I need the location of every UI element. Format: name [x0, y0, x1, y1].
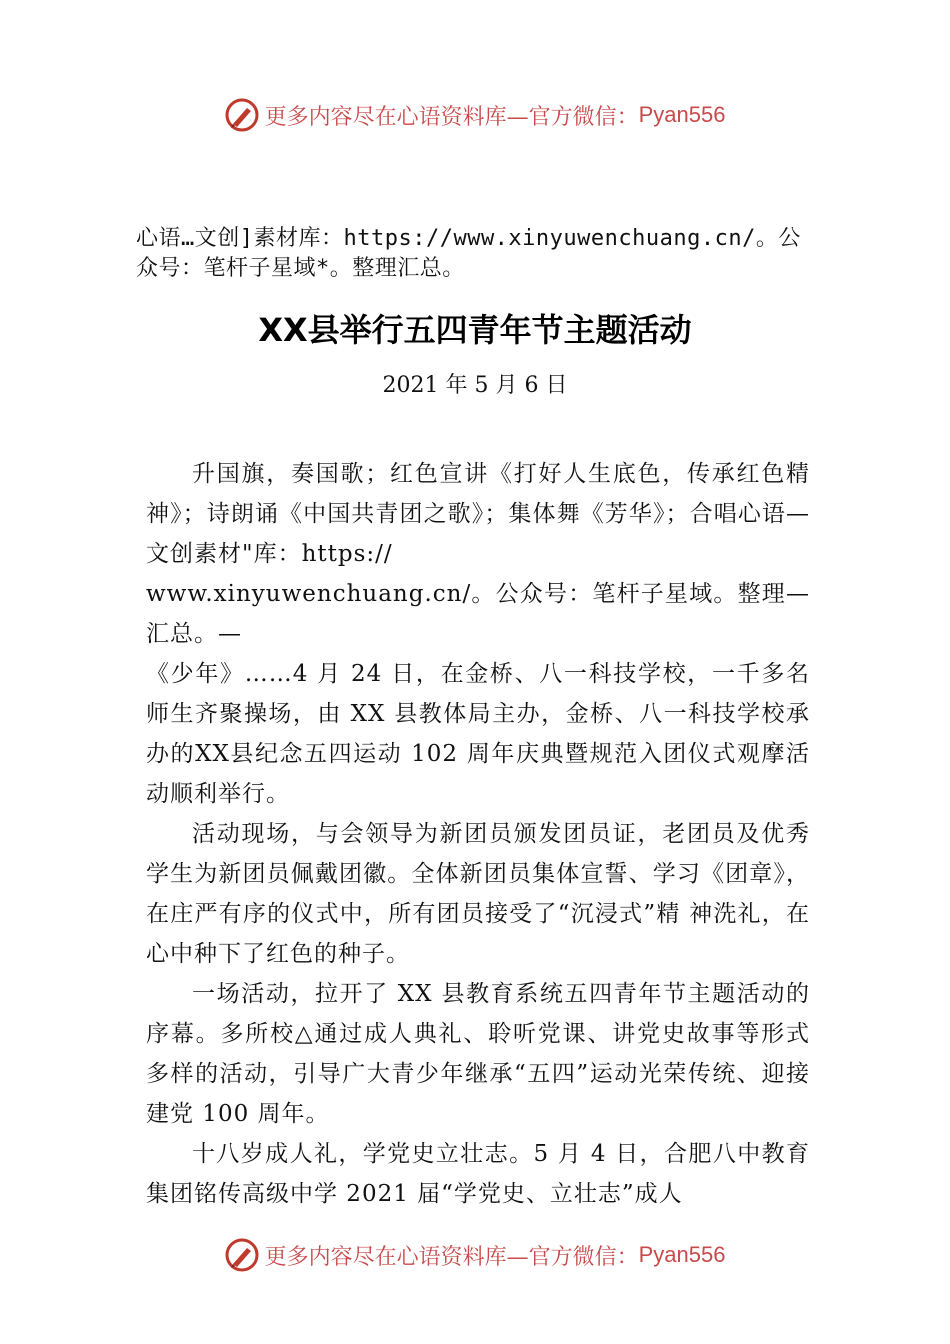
- paragraph: 活动现场，与会领导为新团员颁发团员证，老团员及优秀学生为新团员佩戴团徽。全体新团员集体宣誓、学习《团章》，在庄严有序的仪式中，所有团员接受了“沉浸式”精 神洗礼，在心中种下了红色的种子。: [146, 821, 810, 967]
- banner-wechat-id: Pyan556: [638, 1242, 726, 1267]
- article-body: [146, 454, 810, 1214]
- banner-text: 更多内容尽在心语资料库—官方微信：: [264, 104, 639, 130]
- pen-logo-icon: [225, 98, 259, 132]
- source-note: 心语…文创]素材库：https://www.xinyuwenchuang.cn/。公众号：笔杆子星域*。整理汇总。: [136, 226, 801, 281]
- footer-banner: [0, 1238, 950, 1272]
- paragraph: 《少年》……4 月 24 日，在金桥、八一科技学校，一千多名师生齐聚操场，由 XX 县教体局主办，金桥、八一科技学校承办的XX县纪念五四运动 102 周年庆典暨规范入团仪式观摩活动顺利举行。: [146, 661, 810, 807]
- banner-text: 更多内容尽在心语资料库—官方微信：: [264, 1244, 639, 1270]
- banner-wechat-id: Pyan556: [638, 102, 726, 127]
- pen-logo-icon: [225, 1238, 259, 1272]
- paragraph: 十八岁成人礼，学党史立壮志。5 月 4 日，合肥八中教育集团铭传高级中学 2021 届“学党史、立壮志”成人: [146, 1141, 810, 1207]
- paragraph: www.xinyuwenchuang.cn/。公众号：笔杆子星域。整理—汇总。—: [146, 581, 810, 647]
- article-title: XX县举行五四青年节主题活动: [258, 311, 692, 349]
- paragraph: 一场活动，拉开了 XX 县教育系统五四青年节主题活动的序幕。多所校△通过成人典礼、聆听党课、讲党史故事等形式多样的活动，引导广大青少年继承“五四”运动光荣传统、迎接建党 100 周年。: [146, 981, 810, 1127]
- article-date: 2021 年 5 月 6 日: [382, 373, 568, 398]
- header-banner: [0, 98, 950, 132]
- paragraph: 升国旗，奏国歌；红色宣讲《打好人生底色，传承红色精神》；诗朗诵《中国共青团之歌》；集体舞《芳华》；合唱心语—文创素材"库：https://: [146, 461, 810, 567]
